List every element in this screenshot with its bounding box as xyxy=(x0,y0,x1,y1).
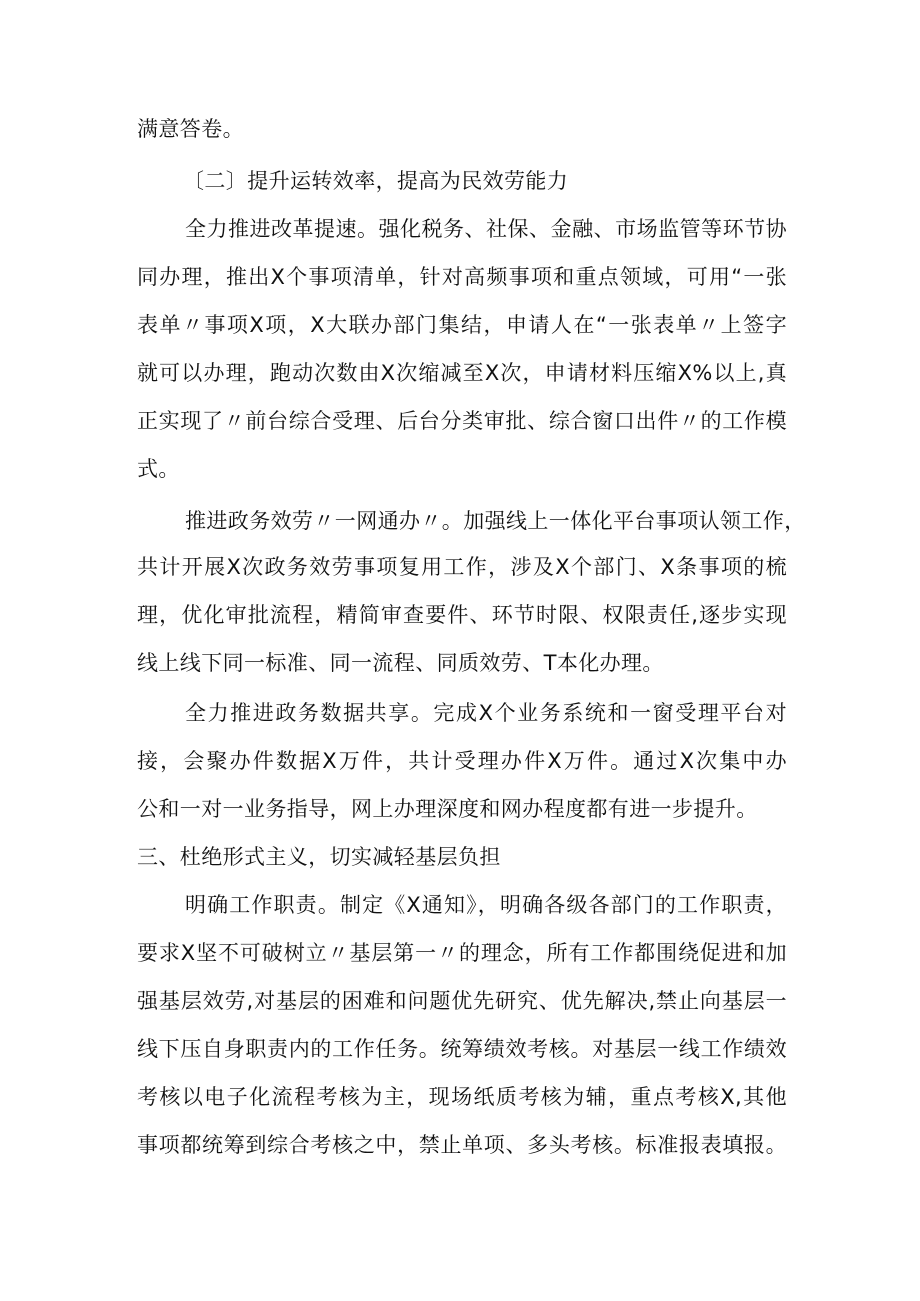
text-line: 表单〃事项X项，X大联办部门集结，申请人在“一张表单〃上签字 xyxy=(137,313,787,337)
text-line: 满意答卷。 xyxy=(137,117,244,141)
text-line: 强基层效劳,对基层的困难和问题优先研究、优先解决,禁止向基层一 xyxy=(137,989,787,1013)
text-line: 理，优化审批流程，精简审查要件、环节时限、权限责任,逐步实现 xyxy=(137,603,787,627)
text-line: 同办理，推出X个事项清单，针对高频事项和重点领域，可用“一张 xyxy=(137,265,787,289)
text-line: 接，会聚办件数据X万件，共计受理办件X万件。通过X次集中办 xyxy=(137,749,787,773)
text-line: 式。 xyxy=(137,457,180,481)
paragraph-first-line: 明确工作职责。制定《X通知》，明确各级各部门的工作职责， xyxy=(185,893,787,917)
text-line: 要求X坚不可破树立〃基层第一〃的理念，所有工作都围绕促进和加 xyxy=(137,941,787,965)
text-line: 事项都统筹到综合考核之中，禁止单项、多头考核。标准报表填报。 xyxy=(137,1133,787,1157)
paragraph-first-line: 全力推进政务数据共享。完成X个业务系统和一窗受理平台对 xyxy=(185,701,787,725)
text-line: 考核以电子化流程考核为主，现场纸质考核为辅，重点考核X,其他 xyxy=(137,1085,787,1109)
text-line: 线下压自身职责内的工作任务。统筹绩效考核。对基层一线工作绩效 xyxy=(137,1037,787,1061)
paragraph-first-line: 推进政务效劳〃一网通办〃。加强线上一体化平台事项认领工作， xyxy=(185,509,806,533)
text-line: 共计开展X次政务效劳事项复用工作，涉及X个部门、X条事项的梳 xyxy=(137,555,787,579)
text-line: 公和一对一业务指导，网上办理深度和网办程度都有进一步提升。 xyxy=(137,797,758,821)
text-line: 就可以办理，跑动次数由X次缩减至X次，申请材料压缩X%以上,真 xyxy=(137,361,787,385)
section-heading: 三、杜绝形式主义，切实减轻基层负担 xyxy=(137,845,501,869)
paragraph-first-line: 全力推进改革提速。强化税务、社保、金融、市场监管等环节协 xyxy=(185,217,787,241)
text-line: 正实现了〃前台综合受理、后台分类审批、综合窗口出件〃的工作模 xyxy=(137,409,787,433)
text-line: 线上线下同一标准、同一流程、同质效劳、T本化办理。 xyxy=(137,651,664,675)
section-heading: 〔二〕提升运转效率，提高为民效劳能力 xyxy=(183,169,569,193)
